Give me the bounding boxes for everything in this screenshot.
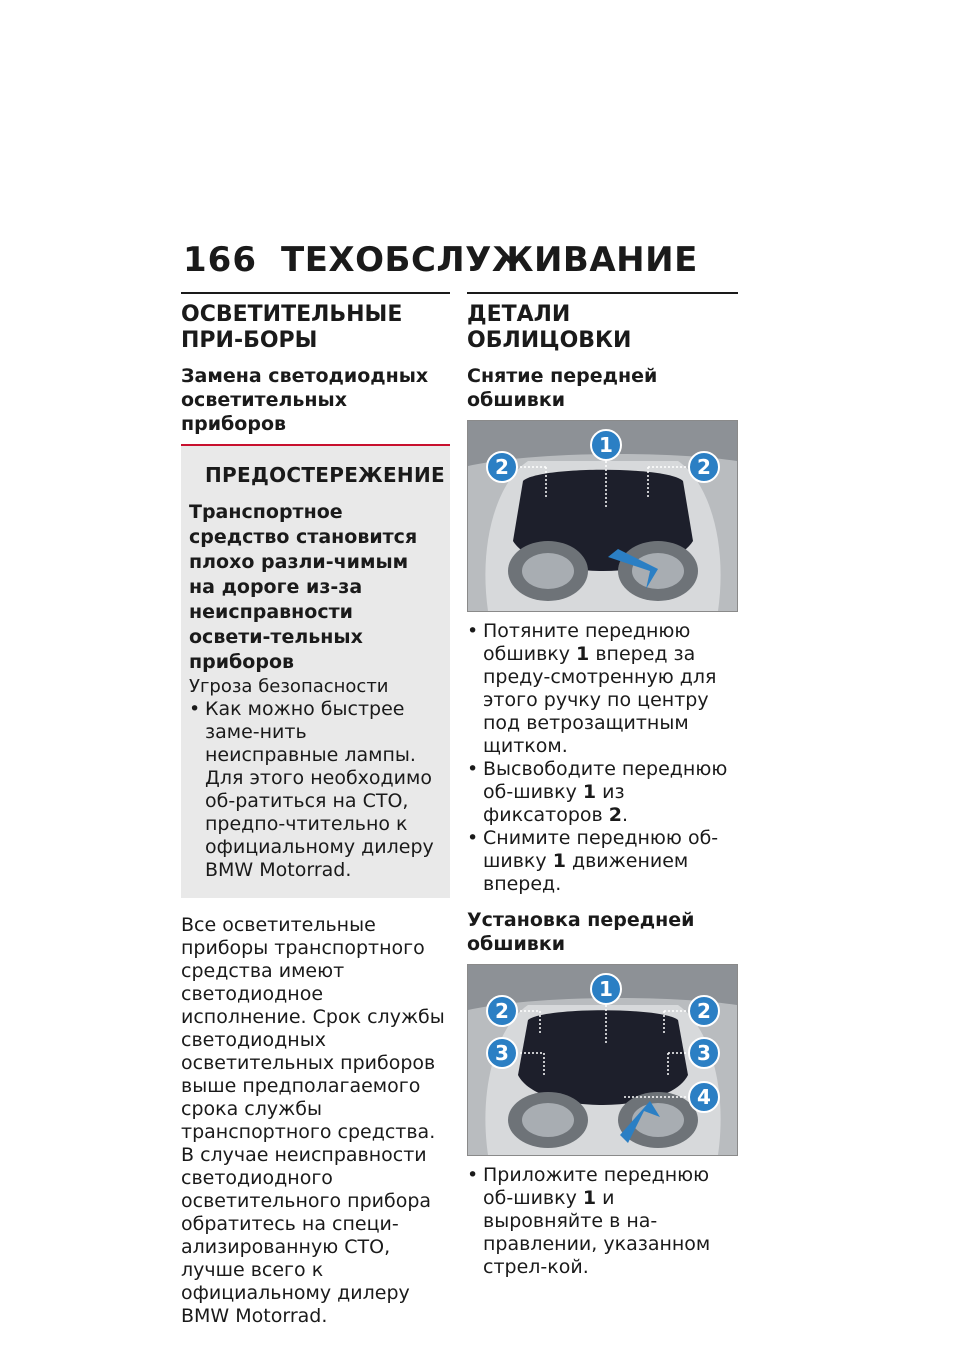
callout-2-right: 2	[697, 455, 711, 479]
page-number: 166	[183, 240, 257, 280]
warning-hazard: Транспортное средство становится плохо разли-чимым на дороге из-за неисправности освети-тельных приборов	[189, 501, 418, 673]
photo-fairing-removal	[467, 420, 738, 612]
callout-2-left: 2	[495, 999, 509, 1023]
left-column	[181, 292, 450, 1328]
callout-2-right: 2	[697, 999, 711, 1023]
section-rule	[467, 292, 738, 294]
list-item: • Приложите переднюю об-шивку 1 и выровняйте в на-правлении, указанном стрел-кой.	[467, 1164, 711, 1278]
callout-4: 4	[697, 1085, 711, 1109]
section-title-fairing: ДЕТАЛИ ОБЛИЦОВКИ	[467, 302, 632, 353]
subsection-title-install: Установка передней обшивки	[467, 909, 695, 955]
callout-badge	[487, 452, 517, 482]
callout-badge	[689, 1038, 719, 1068]
subsection-title-led-replacement: Замена светодиодных осветительных приборов	[181, 365, 429, 435]
callout-badge	[591, 430, 621, 460]
warning-bullet-text: Как можно быстрее заме-нить неисправные лампы. Для этого необходимо об-ратиться на СТО, предпо-чтительно к официальному дилеру BMW Motorrad.	[205, 698, 434, 881]
callout-badge	[591, 974, 621, 1004]
callout-3-left: 3	[495, 1041, 509, 1065]
chapter-title: ТЕХОБСЛУЖИВАНИЕ	[281, 240, 698, 280]
warning-box	[181, 444, 450, 898]
fairing-install-illustration	[468, 965, 737, 1155]
subsection-title-removal: Снятие передней обшивки	[467, 365, 658, 411]
callout-2-left: 2	[495, 455, 509, 479]
callout-badge	[689, 452, 719, 482]
removal-steps	[467, 620, 738, 896]
warning-title: ПРЕДОСТЕРЕЖЕНИЕ	[205, 463, 445, 487]
fairing-removal-illustration	[468, 421, 737, 611]
right-column	[467, 292, 738, 1279]
bullet-dot: •	[189, 698, 201, 720]
callout-1: 1	[599, 433, 613, 457]
list-item: • Потяните переднюю обшивку 1 вперед за преду-смотренную для этого ручку по центру под ветрозащитным щитком.	[467, 620, 717, 757]
warning-risk: Угроза безопасности	[189, 676, 389, 697]
paragraph-led-info: Все осветительные приборы транспортного средства имеют светодиодное исполнение. Срок службы светодиодных осветительных приборов выше предполагаемого срока службы транспортного средства.	[181, 914, 445, 1143]
section-title-lighting: ОСВЕТИТЕЛЬНЫЕ ПРИ-БОРЫ	[181, 302, 403, 353]
callout-3-right: 3	[697, 1041, 711, 1065]
page-header	[183, 240, 743, 280]
list-item: • Снимите переднюю об-шивку 1 движением вперед.	[467, 827, 719, 895]
callout-1: 1	[599, 977, 613, 1001]
warning-bullet	[189, 698, 440, 882]
callout-badge	[689, 996, 719, 1026]
list-item: • Высвободите переднюю об-шивку 1 из фиксаторов 2.	[467, 758, 728, 826]
callout-badge	[487, 1038, 517, 1068]
photo-fairing-install	[467, 964, 738, 1156]
callout-badge	[487, 996, 517, 1026]
section-rule	[181, 292, 450, 294]
paragraph-led-service: В случае неисправности светодиодного осветительного прибора обратитесь на специ-ализированную СТО, лучше всего к официальному дилеру BMW Motorrad.	[181, 1144, 432, 1327]
callout-badge	[689, 1082, 719, 1112]
warning-header	[189, 460, 445, 490]
install-steps	[467, 1164, 738, 1279]
